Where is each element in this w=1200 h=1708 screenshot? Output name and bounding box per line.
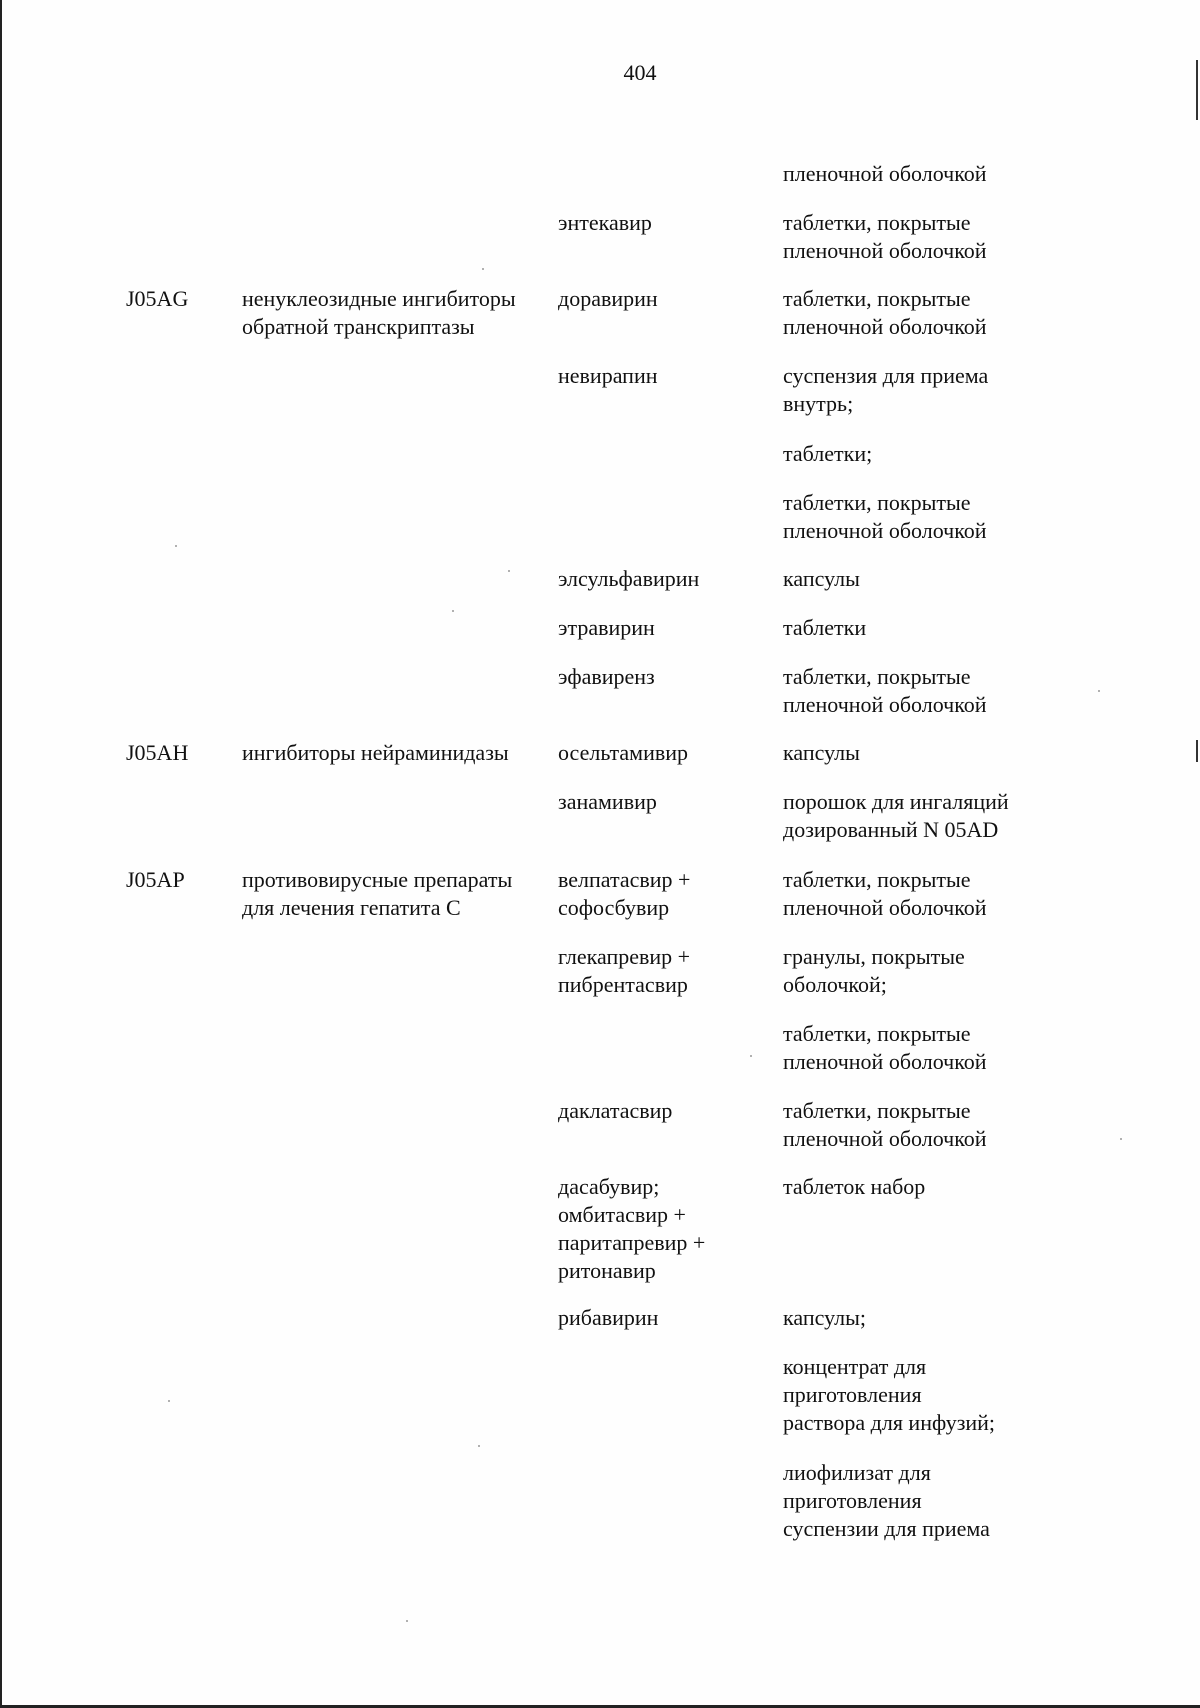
drug-name: осельтамивир	[558, 740, 689, 765]
dosage-form: таблетки, покрытые пленочной оболочкой	[783, 210, 987, 263]
drug-name: рибавирин	[558, 1305, 659, 1330]
dosage-form: таблетки	[783, 615, 867, 640]
scan-speck	[508, 570, 510, 572]
drug-name: эфавиренз	[558, 664, 655, 689]
scan-speck	[1098, 690, 1100, 692]
scan-speck	[452, 610, 454, 612]
drug-name: невирапин	[558, 363, 658, 388]
scan-speck	[478, 1445, 480, 1447]
scan-edge-left	[0, 0, 2, 1708]
drug-name: дасабувир; омбитасвир + паритапревир + ритонавир	[558, 1174, 706, 1283]
scan-edge-right-mid	[1196, 740, 1198, 762]
pharmacological-group: ненуклеозидные ингибиторы обратной транскриптазы	[242, 286, 516, 339]
pharmacological-group: противовирусные препараты для лечения гепатита С	[242, 867, 513, 920]
drug-name: этравирин	[558, 615, 655, 640]
dosage-form: таблетки, покрытые пленочной оболочкой	[783, 1098, 987, 1151]
dosage-form: концентрат для приготовления раствора для инфузий;	[783, 1354, 996, 1435]
pharmacological-group: ингибиторы нейраминидазы	[242, 740, 509, 765]
drug-name: глекапревир + пибрентасвир	[558, 944, 691, 997]
dosage-form: таблетки;	[783, 441, 873, 466]
dosage-form: таблетки, покрытые пленочной оболочкой	[783, 664, 987, 717]
scan-speck	[1120, 1138, 1122, 1140]
dosage-form: капсулы	[783, 740, 860, 765]
dosage-form: порошок для ингаляций дозированный N 05AD	[783, 789, 1009, 842]
drug-name: элсульфавирин	[558, 566, 700, 591]
drug-name: энтекавир	[558, 210, 652, 235]
drug-name: занамивир	[558, 789, 657, 814]
dosage-form: лиофилизат для приготовления суспензии для приема	[783, 1460, 990, 1541]
dosage-form: суспензия для приема внутрь;	[783, 363, 989, 416]
scan-speck	[168, 1400, 170, 1402]
dosage-form: таблетки, покрытые пленочной оболочкой	[783, 1021, 987, 1074]
atc-code: J05AP	[126, 867, 185, 892]
scan-speck	[482, 268, 484, 270]
atc-code: J05AH	[126, 740, 189, 765]
drug-name: велпатасвир + софосбувир	[558, 867, 691, 920]
dosage-form: капсулы	[783, 566, 860, 591]
dosage-form: пленочной оболочкой	[783, 161, 987, 186]
scan-speck	[406, 1620, 408, 1622]
drug-name: даклатасвир	[558, 1098, 673, 1123]
page-number: 404	[623, 60, 657, 85]
dosage-form: гранулы, покрытые оболочкой;	[783, 944, 965, 997]
atc-code: J05AG	[126, 286, 189, 311]
dosage-form: капсулы;	[783, 1305, 866, 1330]
scan-speck	[750, 1055, 752, 1057]
dosage-form: таблетки, покрытые пленочной оболочкой	[783, 490, 987, 543]
drug-name: доравирин	[558, 286, 658, 311]
scan-speck	[175, 545, 177, 547]
dosage-form: таблеток набор	[783, 1174, 926, 1199]
dosage-form: таблетки, покрытые пленочной оболочкой	[783, 867, 987, 920]
dosage-form: таблетки, покрытые пленочной оболочкой	[783, 286, 987, 339]
